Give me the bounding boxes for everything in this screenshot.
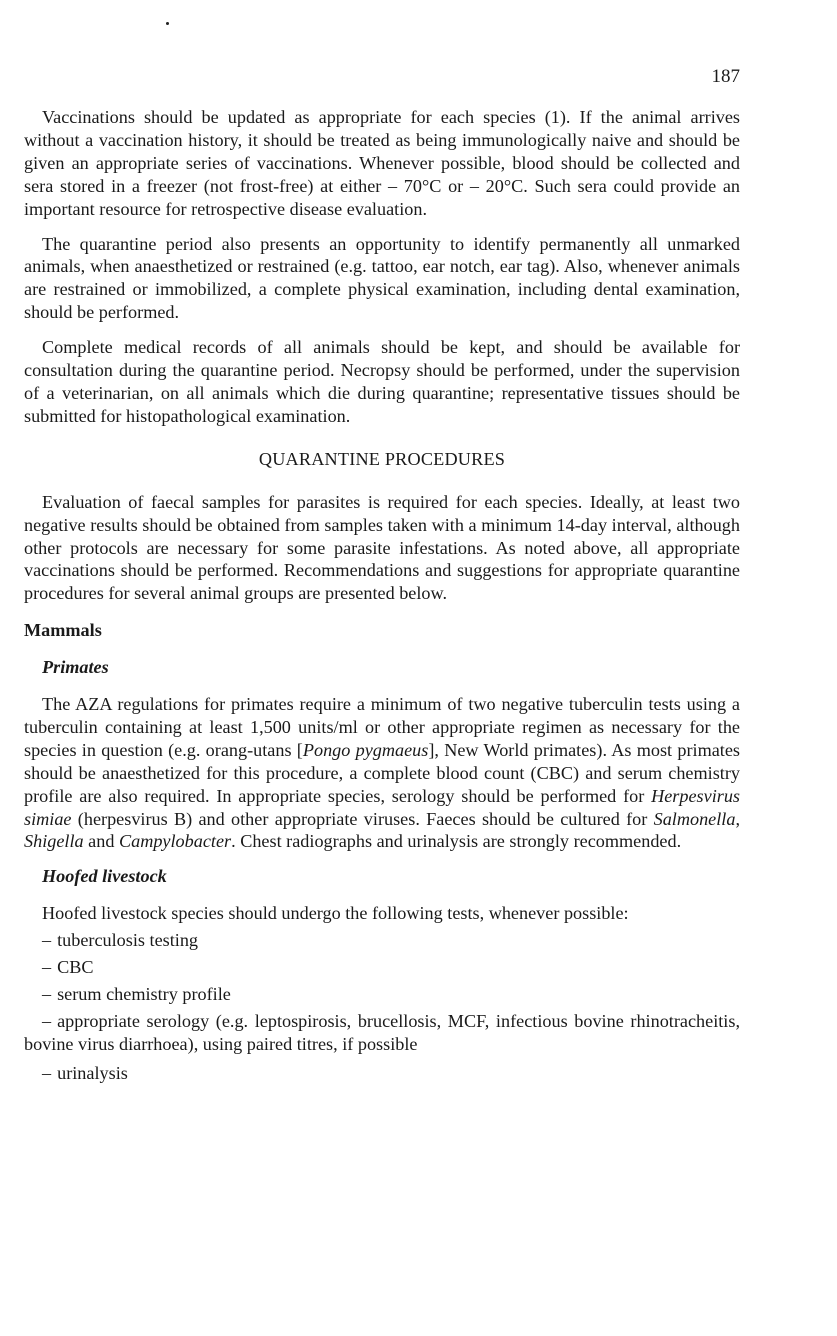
- paragraph-medical-records: Complete medical records of all animals should be kept, and should be available for consultation during the quarantine period. Necropsy should be performed, under the supervision of a veterinarian, on all animals which die during quarantine; representative tissues should be submitted for histopathological examination.: [24, 337, 740, 426]
- paragraph-identification: The quarantine period also presents an opportunity to identify permanently all unmarked animals, when anaesthetized or restrained (e.g. tattoo, ear notch, ear tag). Also, whenever animals are restrained or immobilized, a complete physical examination, including dental examination, should be performed.: [24, 233, 740, 323]
- page-body: [24, 106, 740, 1089]
- bacteria-name: Shigella: [24, 831, 84, 852]
- list-item-text: serum chemistry profile: [57, 984, 231, 1004]
- text-segment: ,: [735, 808, 740, 829]
- heading-primates: Primates: [42, 657, 109, 678]
- hoofed-livestock-intro: Hoofed livestock species should undergo the following tests, whenever possible:: [42, 903, 629, 924]
- page-number: 187: [711, 66, 740, 87]
- text-segment: and: [83, 831, 119, 852]
- text-segment: . Chest radiographs and urinalysis are strongly recommended.: [231, 831, 682, 852]
- list-item-text: CBC: [57, 957, 94, 978]
- dash-bullet: –: [42, 1010, 52, 1031]
- species-name: Pongo pygmaeus: [302, 739, 429, 760]
- dash-bullet: –: [42, 984, 52, 1004]
- dash-bullet: –: [42, 930, 52, 951]
- dash-bullet: –: [42, 1062, 52, 1083]
- dash-bullet: –: [42, 957, 52, 978]
- list-item-text: appropriate serology (e.g. leptospirosis, brucellosis, MCF, infectious bovine rhinotracheitis, bovine virus diarrhoea), using paired titres, if possible: [24, 1010, 740, 1054]
- bacteria-name: Campylobacter: [118, 831, 232, 852]
- text-segment: The AZA regulations for primates require a minimum of two negative tuberculin tests using a tuberculin containing at least 1,500 units/ml or other appropriate regimen as necessary for the species in question (e.g. orang-utans [: [24, 694, 740, 760]
- list-item-text: urinalysis: [57, 1062, 128, 1083]
- list-item: [24, 983, 740, 1006]
- text-segment: ], New World primates). As most primates should be anaesthetized for this procedure, a complete blood count (CBC) and serum chemistry profile are also required. In appropriate species, serology should be performed for: [24, 739, 740, 806]
- hoofed-livestock-test-list: [24, 929, 740, 1084]
- virus-name: Herpesvirus simiae: [24, 785, 740, 829]
- list-item: [24, 956, 740, 979]
- list-item: [24, 1062, 740, 1085]
- heading-mammals: Mammals: [24, 620, 102, 641]
- paragraph-primates: [24, 693, 740, 853]
- list-item: [24, 929, 740, 952]
- section-heading-quarantine-procedures: QUARANTINE PROCEDURES: [258, 448, 506, 469]
- paragraph-vaccination: Vaccinations should be updated as appropriate for each species (1). If the animal arrives without a vaccination history, it should be treated as being immunologically naive and should be given an appropriate series of vaccinations. Whenever possible, blood should be collected and sera stored in a freezer (not frost-free) at either – 70°C or – 20°C. Such sera could provide an important resource for retrospective disease evaluation.: [24, 107, 740, 219]
- list-item-text: tuberculosis testing: [57, 930, 199, 951]
- paragraph-quarantine-intro: Evaluation of faecal samples for parasites is required for each species. Ideally, at least two negative results should be obtained from samples taken with a minimum 14-day interval, although other protocols are necessary for some parasite infestations. As noted above, all appropriate vaccinations should be performed. Recommendations and suggestions for appropriate quarantine procedures for several animal groups are presented below.: [24, 491, 740, 604]
- list-item: [24, 1010, 740, 1056]
- scan-speck: [166, 22, 169, 25]
- text-segment: (herpesvirus B) and other appropriate viruses. Faeces should be cultured for: [71, 808, 654, 829]
- heading-hoofed-livestock: Hoofed livestock: [42, 866, 167, 887]
- bacteria-name: Salmonella: [653, 808, 736, 829]
